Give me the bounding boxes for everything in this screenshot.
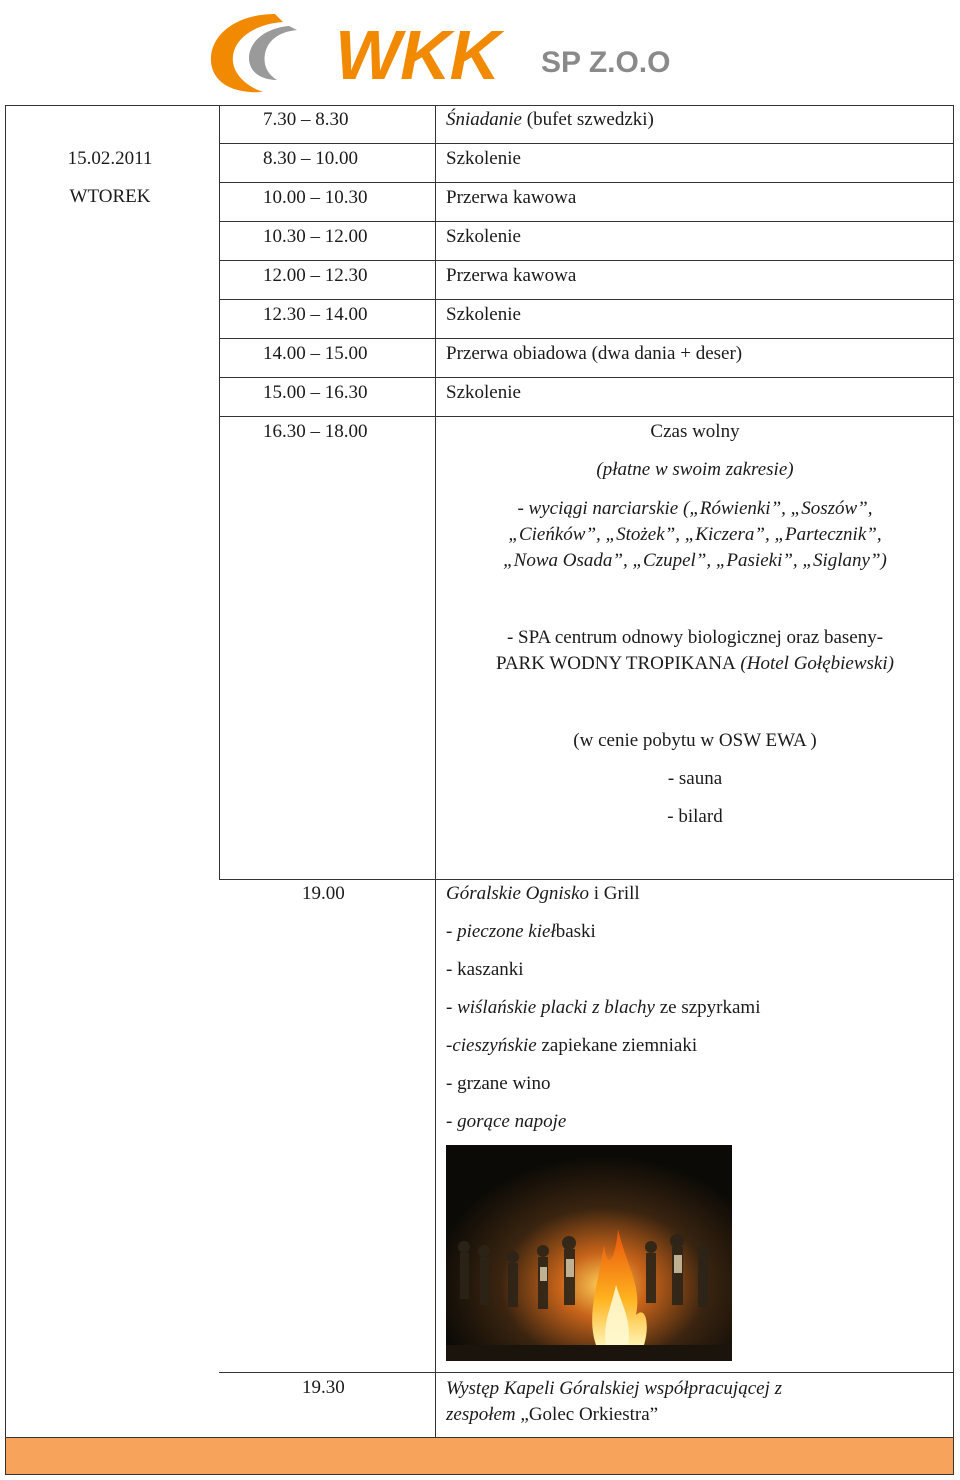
menu-item: -cieszyńskie zapiekane ziemniaki: [446, 1035, 698, 1056]
ski-lifts-line: „Cieńków”, „Stożek”, „Kiczera”, „Partecznik”,: [508, 524, 882, 545]
footer-bar: [6, 1438, 953, 1474]
row-time: 14.00 – 15.00: [263, 343, 368, 364]
row-activity: Szkolenie: [446, 226, 521, 247]
logo-wordmark: WKK: [335, 16, 500, 94]
menu-item: - kaszanki: [446, 959, 524, 980]
spa-line: - SPA centrum odnowy biologicznej oraz baseny-: [506, 627, 884, 648]
row-activity: Szkolenie: [446, 382, 521, 403]
bonfire-photo: [446, 1145, 732, 1361]
row-activity: Śniadanie (bufet szwedzki): [446, 109, 654, 130]
menu-item: - pieczone kiełbaski: [446, 921, 596, 942]
free-time-paid-note: (płatne w swoim zakresie): [596, 459, 794, 480]
row-activity: Przerwa kawowa: [446, 187, 577, 208]
included-item: - sauna: [667, 768, 723, 789]
bonfire-time: 19.00: [302, 883, 345, 904]
company-logo: [205, 6, 685, 98]
logo-subtitle: SP Z.O.O: [541, 46, 671, 79]
ski-lifts-line: - wyciągi narciarskie („Rówienki”, „Soszów”,: [517, 498, 873, 519]
concert-time: 19.30: [302, 1377, 345, 1398]
row-activity: Szkolenie: [446, 304, 521, 325]
menu-item: - grzane wino: [446, 1073, 551, 1094]
row-activity: Przerwa obiadowa (dwa dania + deser): [446, 343, 743, 364]
row-time: 8.30 – 10.00: [263, 148, 358, 169]
row-time: 10.00 – 10.30: [263, 187, 368, 208]
free-time-title: Czas wolny: [650, 421, 740, 442]
included-item: - bilard: [667, 806, 723, 827]
concert-line: Występ Kapeli Góralskiej współpracującej z: [446, 1378, 782, 1399]
ski-lifts-line: „Nowa Osada”, „Czupel”, „Pasieki”, „Siglany”): [503, 550, 887, 571]
menu-item: - gorące napoje: [446, 1111, 567, 1132]
row-activity: Szkolenie: [446, 148, 521, 169]
row-time: 7.30 – 8.30: [263, 109, 349, 130]
row-time: 12.30 – 14.00: [263, 304, 368, 325]
menu-item: - wiślańskie placki z blachy ze szpyrkami: [446, 997, 761, 1018]
row-activity: Przerwa kawowa: [446, 265, 577, 286]
concert-line: zespołem „Golec Orkiestra”: [446, 1404, 659, 1425]
bonfire-title: Góralskie Ognisko i Grill: [446, 883, 640, 904]
included-note: (w cenie pobytu w OSW EWA ): [573, 730, 817, 751]
row-time: 12.00 – 12.30: [263, 265, 368, 286]
row-time: 15.00 – 16.30: [263, 382, 368, 403]
row-time: 10.30 – 12.00: [263, 226, 368, 247]
day-date: 15.02.2011: [67, 148, 153, 169]
spa-line: PARK WODNY TROPIKANA (Hotel Gołębiewski): [496, 653, 894, 674]
day-weekday: WTOREK: [69, 186, 151, 207]
free-time-time: 16.30 – 18.00: [263, 421, 368, 442]
